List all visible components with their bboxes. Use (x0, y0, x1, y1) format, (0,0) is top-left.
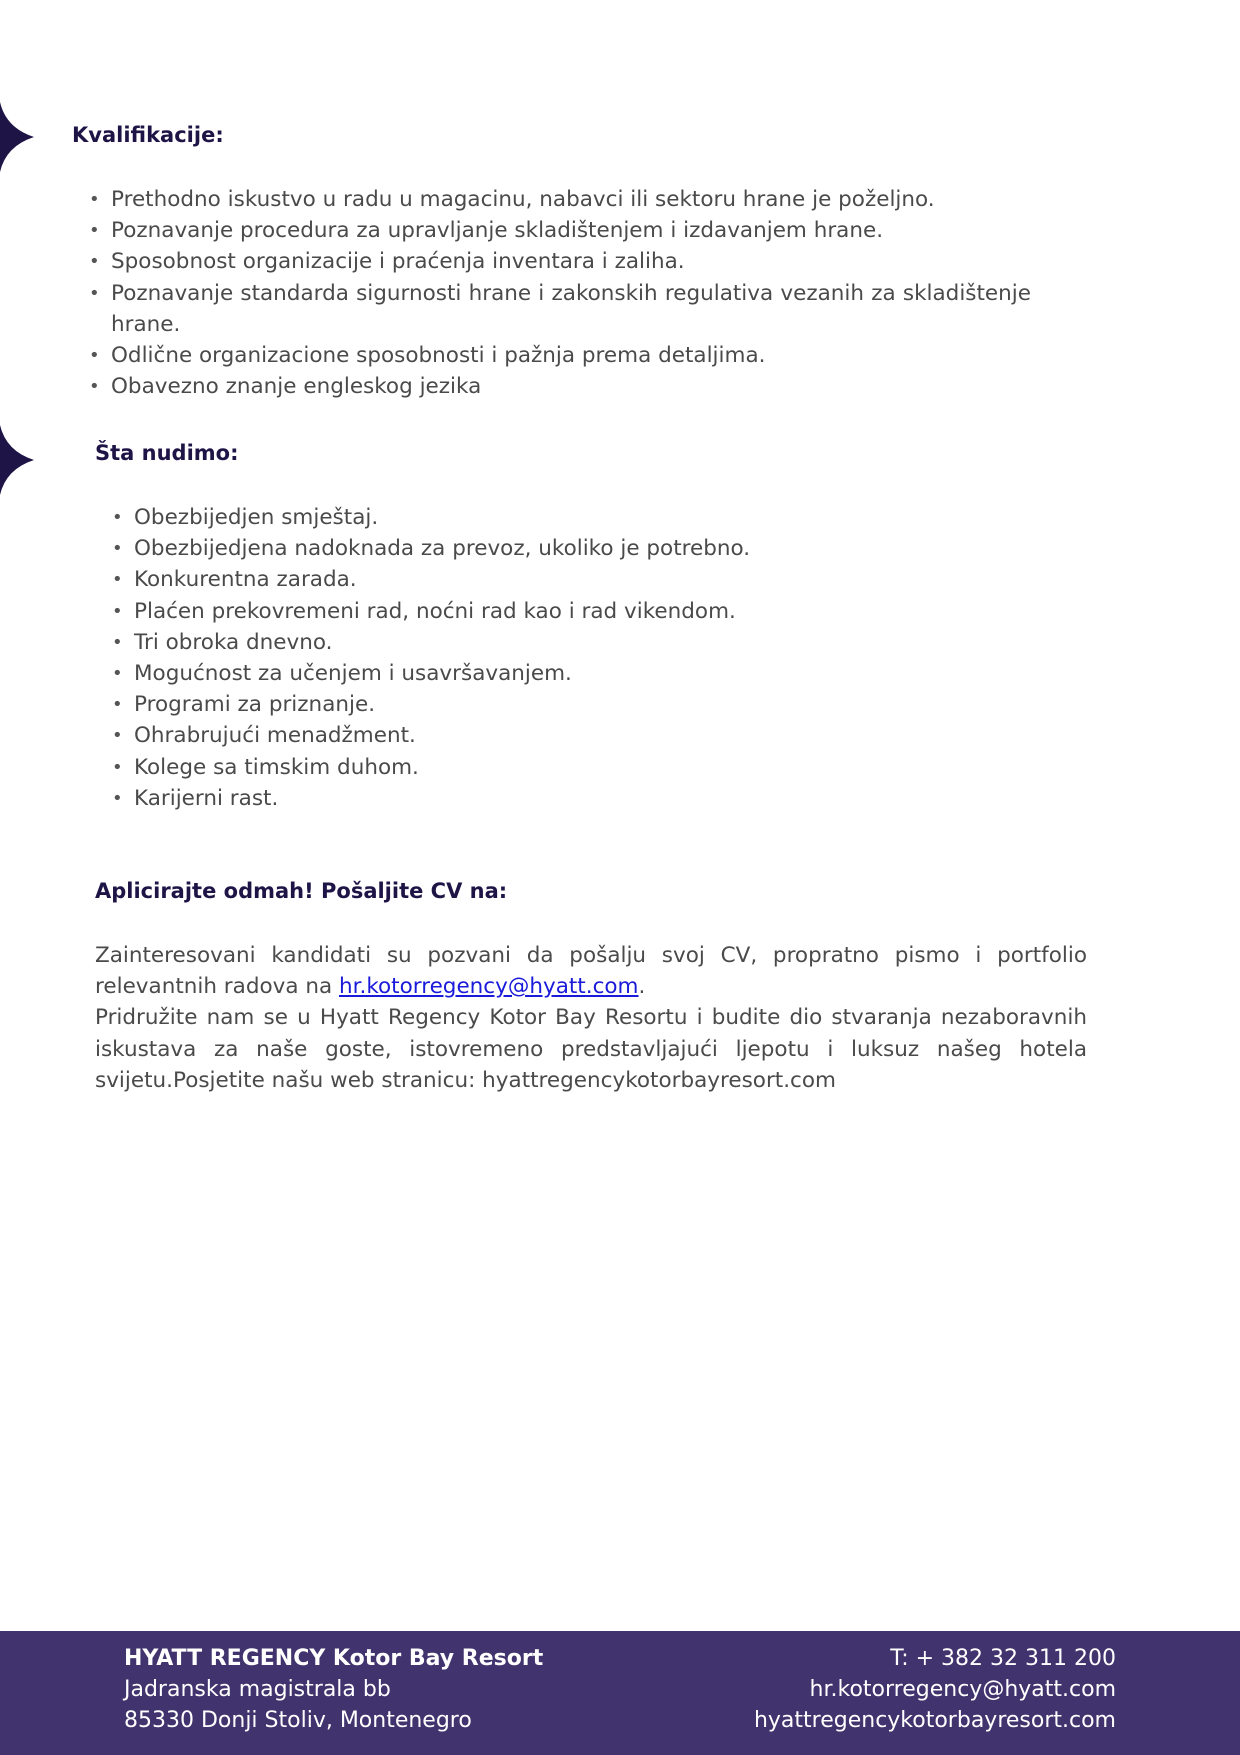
apply-paragraph (95, 940, 1087, 1096)
footer-address-block (124, 1643, 543, 1736)
footer (0, 1631, 1240, 1755)
list-item: • Prethodno iskustvo u radu u magacinu, nabavci ili sektoru hrane je poželjno. (89, 184, 1031, 215)
list-item: • Plaćen prekovremeni rad, noćni rad kao i rad vikendom. (112, 596, 1052, 627)
footer-email[interactable]: hr.kotorregency@hyatt.com (809, 1677, 1116, 1702)
list-item: • Ohrabrujući menadžment. (112, 720, 1052, 751)
star-point-icon (0, 425, 36, 495)
offer-list (112, 502, 1052, 814)
list-item: • Programi za priznanje. (112, 689, 1052, 720)
list-item: • Konkurentna zarada. (112, 564, 1052, 595)
apply-heading: Aplicirajte odmah! Pošaljite CV na: (95, 879, 508, 903)
footer-address-line: 85330 Donji Stoliv, Montenegro (124, 1708, 472, 1733)
list-item: • Sposobnost organizacije i praćenja inventara i zaliha. (89, 246, 1031, 277)
list-item: • Obavezno znanje engleskog jezika (89, 371, 1031, 402)
list-item: • Tri obroka dnevno. (112, 627, 1052, 658)
qualifications-heading: Kvalifikacije: (72, 123, 224, 147)
list-item: • Karijerni rast. (112, 783, 1052, 814)
apply-text: Zainteresovani kandidati su pozvani da pošalju svoj CV, propratno pismo i portfolio relevantnih radova na (95, 943, 1087, 1000)
list-item: • Poznavanje standarda sigurnosti hrane i zakonskih regulativa vezanih za skladištenje hrane. (89, 278, 1031, 340)
footer-address-line: Jadranska magistrala bb (124, 1677, 391, 1702)
join-text: Pridružite nam se u Hyatt Regency Kotor Bay Resortu i budite dio stvaranja nezaboravnih iskustava za naše goste, istovremeno predstavljajući ljepotu i luksuz našeg hotela svijetu.Posjetite našu web stranicu: hyattregencykotorbayresort.com (95, 1005, 1087, 1093)
star-point-icon (0, 102, 36, 172)
list-item: • Poznavanje procedura za upravljanje skladištenjem i izdavanjem hrane. (89, 215, 1031, 246)
footer-contact-block (754, 1643, 1116, 1736)
list-item: • Obezbijedjen smještaj. (112, 502, 1052, 533)
list-item: • Kolege sa timskim duhom. (112, 752, 1052, 783)
offer-heading: Šta nudimo: (95, 441, 239, 465)
list-item: • Mogućnost za učenjem i usavršavanjem. (112, 658, 1052, 689)
apply-text-end: . (638, 974, 646, 1000)
footer-company-name: HYATT REGENCY Kotor Bay Resort (124, 1646, 544, 1671)
email-link[interactable]: hr.kotorregency@hyatt.com (339, 974, 639, 1000)
qualifications-list (89, 184, 1031, 402)
list-item: • Obezbijedjena nadoknada za prevoz, ukoliko je potrebno. (112, 533, 1052, 564)
list-item: • Odlične organizacione sposobnosti i pažnja prema detaljima. (89, 340, 1031, 371)
footer-phone: T: + 382 32 311 200 (890, 1646, 1116, 1671)
footer-website[interactable]: hyattregencykotorbayresort.com (753, 1708, 1116, 1733)
